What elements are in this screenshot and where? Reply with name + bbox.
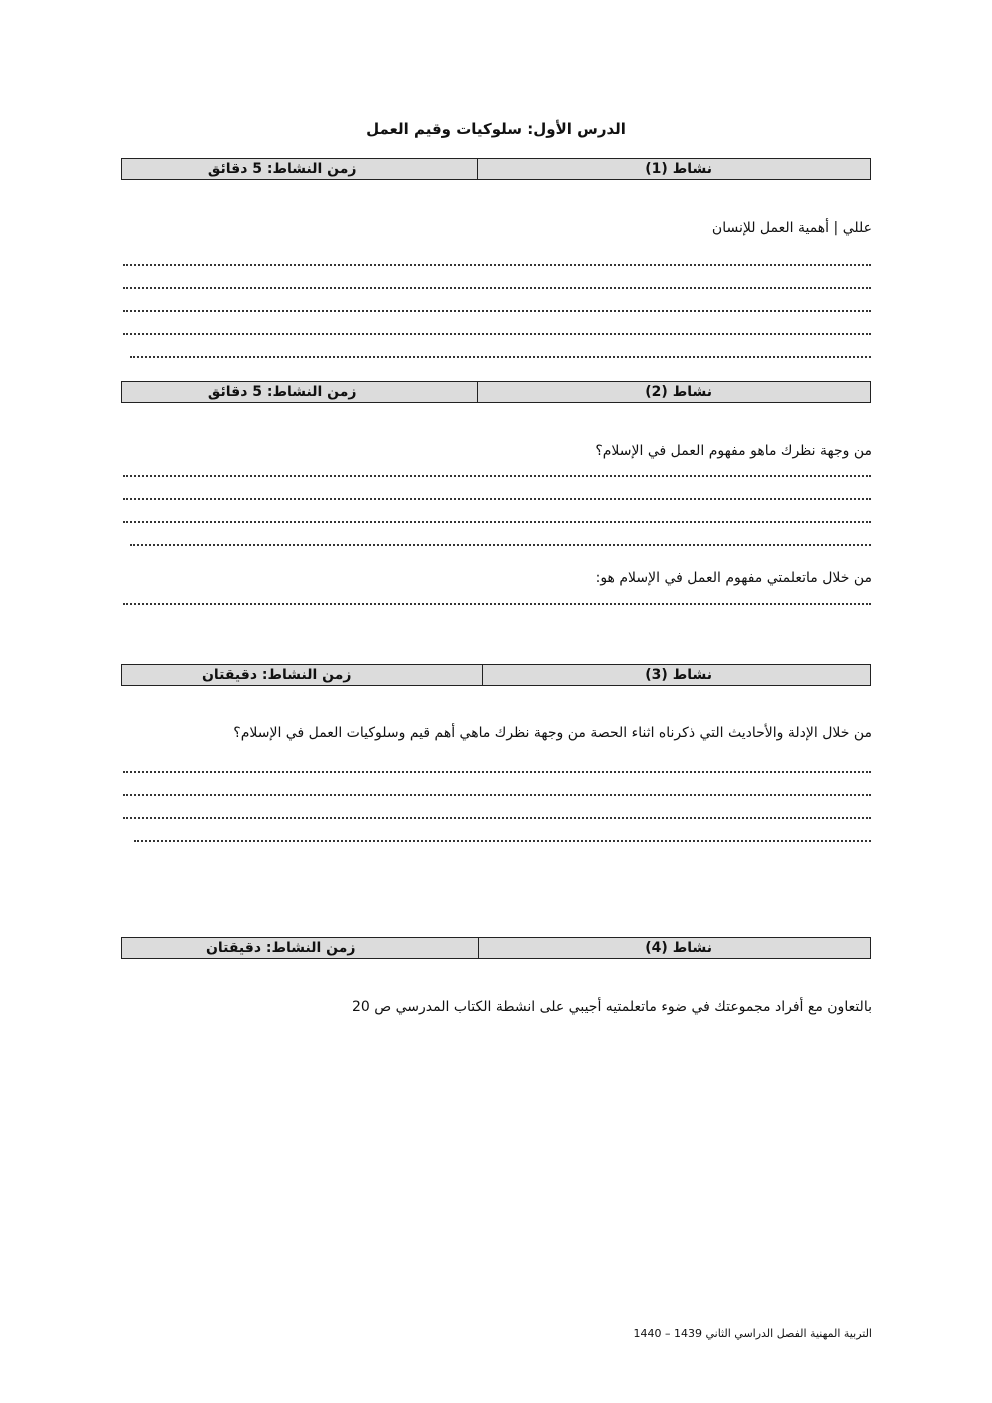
answer-line[interactable] xyxy=(123,817,871,819)
page-footer: التربية المهنية الفصل الدراسي الثاني 1439 – 1440 xyxy=(633,1327,872,1340)
activity-1-question: عللي | أهمية العمل للإنسان xyxy=(711,220,872,236)
activity-2-header xyxy=(121,381,871,403)
activity-2-question-1: من وجهة نظرك ماهو مفهوم العمل في الإسلام؟ xyxy=(595,443,872,459)
answer-line[interactable] xyxy=(123,287,871,289)
activity-3-header xyxy=(121,664,871,686)
activity-4-name: نشاط (4) xyxy=(478,938,871,958)
activity-2-question-2: من خلال ماتعلمتي مفهوم العمل في الإسلام هو: xyxy=(595,570,872,586)
activity-1-header xyxy=(121,158,871,180)
answer-line[interactable] xyxy=(123,521,871,523)
answer-line[interactable] xyxy=(123,498,871,500)
activity-2-time: زمن النشاط: 5 دقائق xyxy=(207,384,357,400)
activity-4-question: بالتعاون مع أفراد مجموعتك في ضوء ماتعلمتيه أجيبي على انشطة الكتاب المدرسي ص 20 xyxy=(351,999,872,1015)
answer-line[interactable] xyxy=(123,794,871,796)
answer-line[interactable] xyxy=(123,603,871,605)
activity-3-name: نشاط (3) xyxy=(482,665,871,685)
activity-4-header xyxy=(121,937,871,959)
answer-line[interactable] xyxy=(130,544,871,546)
answer-line[interactable] xyxy=(123,264,871,266)
activity-3-time: زمن النشاط: دقيقتان xyxy=(201,667,352,683)
answer-line[interactable] xyxy=(123,771,871,773)
answer-line[interactable] xyxy=(130,356,871,358)
answer-line[interactable] xyxy=(134,840,871,842)
activity-2-name: نشاط (2) xyxy=(477,382,871,402)
answer-line[interactable] xyxy=(123,333,871,335)
lesson-title: الدرس الأول: سلوكيات وقيم العمل xyxy=(366,120,626,138)
activity-3-question: من خلال الإدلة والأحاديث التي ذكرناه اثناء الحصة من وجهة نظرك ماهي أهم قيم وسلوكيات العمل في الإسلام؟ xyxy=(233,725,872,741)
activity-1-name: نشاط (1) xyxy=(477,159,871,179)
activity-1-time: زمن النشاط: 5 دقائق xyxy=(207,161,357,177)
answer-line[interactable] xyxy=(123,310,871,312)
answer-line[interactable] xyxy=(123,475,871,477)
activity-4-time: زمن النشاط: دقيقتان xyxy=(205,940,356,956)
